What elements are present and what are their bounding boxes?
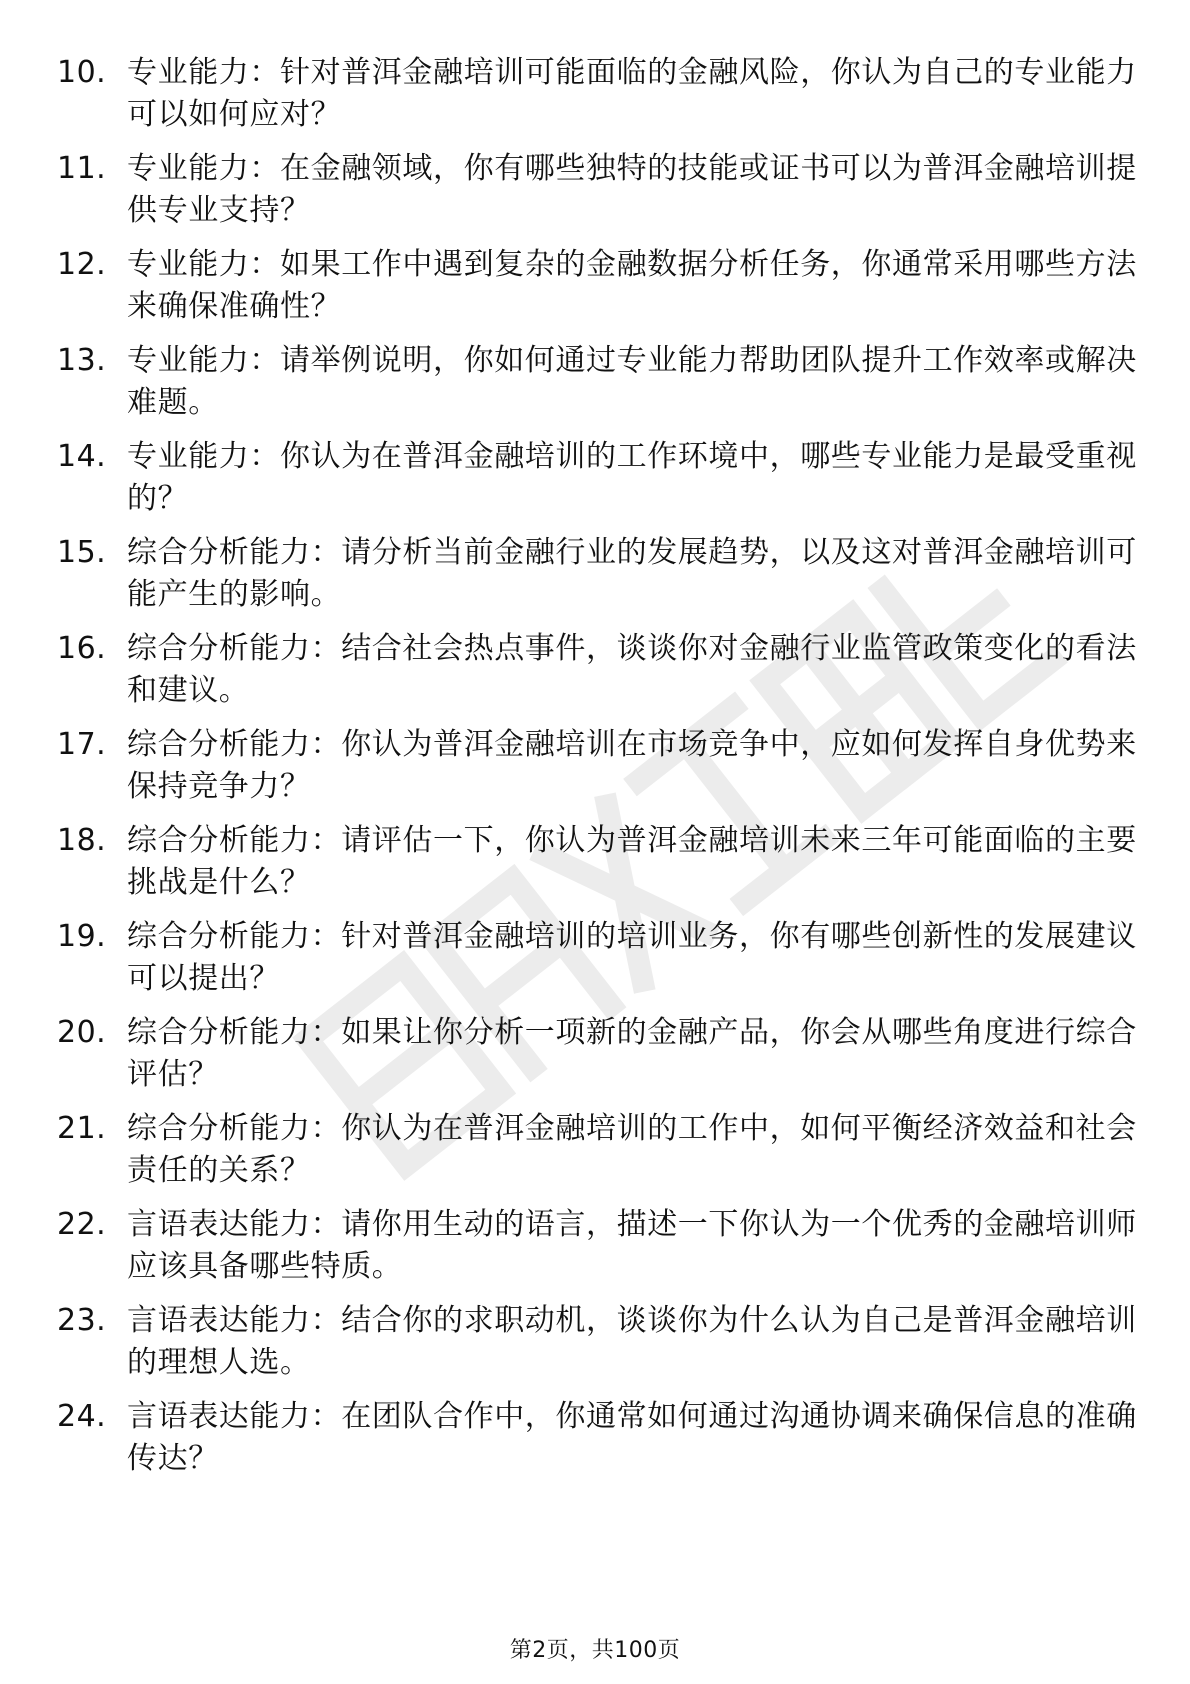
- question-text: 专业能力：如果工作中遇到复杂的金融数据分析任务，你通常采用哪些方法来确保准确性？: [127, 247, 1137, 324]
- question-item: [57, 1108, 1137, 1208]
- question-item: [57, 628, 1137, 728]
- question-item: [57, 1300, 1137, 1400]
- question-item: [57, 436, 1137, 536]
- question-item: [57, 1204, 1137, 1304]
- question-text: 综合分析能力：结合社会热点事件，谈谈你对金融行业监管政策变化的看法和建议。: [127, 631, 1137, 708]
- question-text: 专业能力：你认为在普洱金融培训的工作环境中，哪些专业能力是最受重视的？: [127, 439, 1137, 516]
- question-item: [57, 724, 1137, 824]
- question-number: 19.: [57, 919, 107, 954]
- question-number: 13.: [57, 343, 107, 378]
- question-text: 综合分析能力：请评估一下，你认为普洱金融培训未来三年可能面临的主要挑战是什么？: [127, 823, 1137, 900]
- question-text: 综合分析能力：你认为普洱金融培训在市场竞争中，应如何发挥自身优势来保持竞争力？: [127, 727, 1137, 804]
- question-number: 18.: [57, 823, 107, 858]
- question-item: [57, 820, 1137, 920]
- question-item: [57, 52, 1137, 152]
- question-number: 22.: [57, 1207, 107, 1242]
- question-text: 专业能力：请举例说明，你如何通过专业能力帮助团队提升工作效率或解决难题。: [127, 343, 1137, 420]
- question-item: [57, 532, 1137, 632]
- question-item: [57, 148, 1137, 248]
- question-text: 综合分析能力：你认为在普洱金融培训的工作中，如何平衡经济效益和社会责任的关系？: [127, 1111, 1137, 1188]
- question-text: 综合分析能力：请分析当前金融行业的发展趋势，以及这对普洱金融培训可能产生的影响。: [127, 535, 1137, 612]
- question-number: 24.: [57, 1399, 107, 1434]
- question-number: 11.: [57, 151, 107, 186]
- question-number: 23.: [57, 1303, 107, 1338]
- question-number: 21.: [57, 1111, 107, 1146]
- question-text: 言语表达能力：结合你的求职动机，谈谈你为什么认为自己是普洱金融培训的理想人选。: [127, 1303, 1137, 1380]
- question-item: [57, 1396, 1137, 1496]
- question-text: 言语表达能力：在团队合作中，你通常如何通过沟通协调来确保信息的准确传达？: [127, 1399, 1137, 1476]
- question-number: 14.: [57, 439, 107, 474]
- question-number: 17.: [57, 727, 107, 762]
- question-text: 专业能力：针对普洱金融培训可能面临的金融风险，你认为自己的专业能力可以如何应对？: [127, 55, 1137, 132]
- question-number: 12.: [57, 247, 107, 282]
- page-footer: 第2页，共100页: [509, 1638, 681, 1663]
- question-item: [57, 916, 1137, 1016]
- question-text: 综合分析能力：针对普洱金融培训的培训业务，你有哪些创新性的发展建议可以提出？: [127, 919, 1137, 996]
- question-number: 15.: [57, 535, 107, 570]
- question-item: [57, 1012, 1137, 1112]
- question-number: 16.: [57, 631, 107, 666]
- question-item: [57, 340, 1137, 440]
- question-text: 言语表达能力：请你用生动的语言，描述一下你认为一个优秀的金融培训师应该具备哪些特质。: [127, 1207, 1137, 1284]
- question-number: 20.: [57, 1015, 107, 1050]
- question-number: 10.: [57, 55, 107, 90]
- question-text: 综合分析能力：如果让你分析一项新的金融产品，你会从哪些角度进行综合评估？: [127, 1015, 1137, 1092]
- question-text: 专业能力：在金融领域，你有哪些独特的技能或证书可以为普洱金融培训提供专业支持？: [127, 151, 1137, 228]
- question-item: [57, 244, 1137, 344]
